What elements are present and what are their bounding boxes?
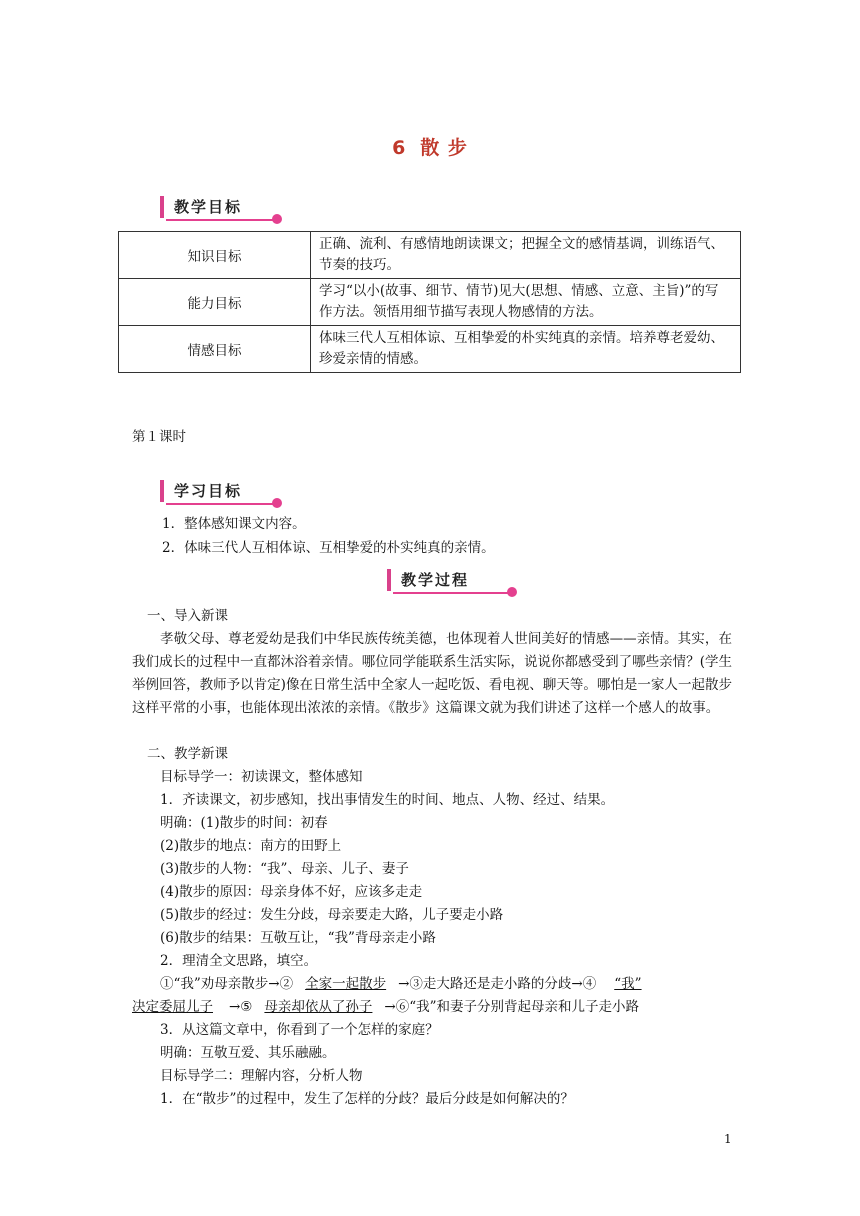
flow-text: →⑥“我”和妻子分别背起母亲和儿子走小路: [384, 999, 640, 1015]
table-row: [119, 279, 741, 326]
title-text: 散 步: [420, 137, 468, 159]
question: 1．齐读课文，初步感知，找出事情发生的时间、地点、人物、经过、结果。: [160, 792, 615, 808]
goal-value: 正确、流利、有感情地朗读课文；把握全文的感情基调，训练语气、节奏的技巧。: [311, 232, 741, 279]
section-heading: 一、导入新课: [147, 608, 228, 624]
answer-line: (6)散步的结果：互敬互让，“我”背母亲走小路: [160, 930, 436, 946]
flow-line: [132, 996, 639, 1019]
banner-dot-icon: [272, 498, 282, 508]
fill-blank: “我”: [614, 976, 642, 992]
teaching-process-heading: 教学过程: [401, 571, 470, 589]
answer-line: (2)散步的地点：南方的田野上: [160, 838, 342, 854]
fill-blank: 母亲却依从了孙子: [264, 999, 373, 1015]
question: 3．从这篇文章中，你看到了一个怎样的家庭？: [160, 1022, 439, 1038]
learning-goal-item: 2．体味三代人互相体谅、互相挚爱的朴实纯真的亲情。: [162, 540, 495, 556]
flow-text: →⑤: [229, 999, 253, 1015]
goal-key: 能力目标: [119, 279, 311, 326]
learning-goal-item: 1．整体感知课文内容。: [162, 516, 306, 532]
section-heading: 二、教学新课: [147, 746, 228, 762]
learning-goals-banner: [160, 480, 284, 506]
teaching-goals-banner: [160, 196, 284, 222]
question: 2．理清全文思路，填空。: [160, 953, 318, 969]
title-number: 6: [392, 137, 407, 159]
lesson-label: 第１课时: [132, 429, 186, 445]
guide-heading: 目标导学一：初读课文，整体感知: [160, 769, 363, 785]
answer-line: (3)散步的人物：“我”、母亲、儿子、妻子: [160, 861, 409, 877]
intro-paragraph: 孝敬父母、尊老爱幼是我们中华民族传统美德，也体现着人世间美好的情感——亲情。其实，在我们成长的过程中一直都沐浴着亲情。哪位同学能联系生活实际，说说你都感受到了哪些亲情？(学生举例回答，教师予以肯定)像在日常生活中全家人一起吃饭、看电视、聊天等。哪怕是一家人一起散步这样平常的小事，也能体现出浓浓的亲情。《散步》这篇课文就为我们讲述了这样一个感人的故事。: [132, 631, 732, 716]
goal-value: 体味三代人互相体谅、互相挚爱的朴实纯真的亲情。培养尊老爱幼、珍爱亲情的情感。: [311, 326, 741, 373]
learning-goals-heading: 学习目标: [174, 482, 243, 500]
fill-blank: 决定委屈儿子: [132, 999, 213, 1015]
teaching-goals-heading: 教学目标: [174, 198, 243, 216]
fill-blank: 全家一起散步: [305, 976, 387, 992]
page-title: [0, 133, 860, 160]
teaching-process-banner: [387, 569, 519, 595]
page-number: 1: [724, 1132, 732, 1146]
answer-line: 明确：互敬互爱、其乐融融。: [160, 1045, 336, 1061]
goal-key: 情感目标: [119, 326, 311, 373]
table-row: [119, 232, 741, 279]
banner-dot-icon: [272, 214, 282, 224]
flow-text: ①“我”劝母亲散步→②: [160, 976, 294, 992]
answer-line: 明确：(1)散步的时间：初春: [160, 815, 328, 831]
table-row: [119, 326, 741, 373]
goals-table: [118, 231, 741, 373]
answer-line: (5)散步的经过：发生分歧，母亲要走大路，儿子要走小路: [160, 907, 504, 923]
flow-text: →③走大路还是走小路的分歧→④: [398, 976, 597, 992]
flow-line: [160, 973, 642, 996]
goal-key: 知识目标: [119, 232, 311, 279]
goal-value: 学习“以小(故事、细节、情节)见大(思想、情感、立意、主旨)”的写作方法。领悟用细节描写表现人物感情的方法。: [311, 279, 741, 326]
question: 1．在“散步”的过程中，发生了怎样的分歧？最后分歧是如何解决的？: [160, 1091, 574, 1107]
answer-line: (4)散步的原因：母亲身体不好，应该多走走: [160, 884, 423, 900]
guide-heading: 目标导学二：理解内容，分析人物: [160, 1068, 363, 1084]
banner-dot-icon: [507, 587, 517, 597]
